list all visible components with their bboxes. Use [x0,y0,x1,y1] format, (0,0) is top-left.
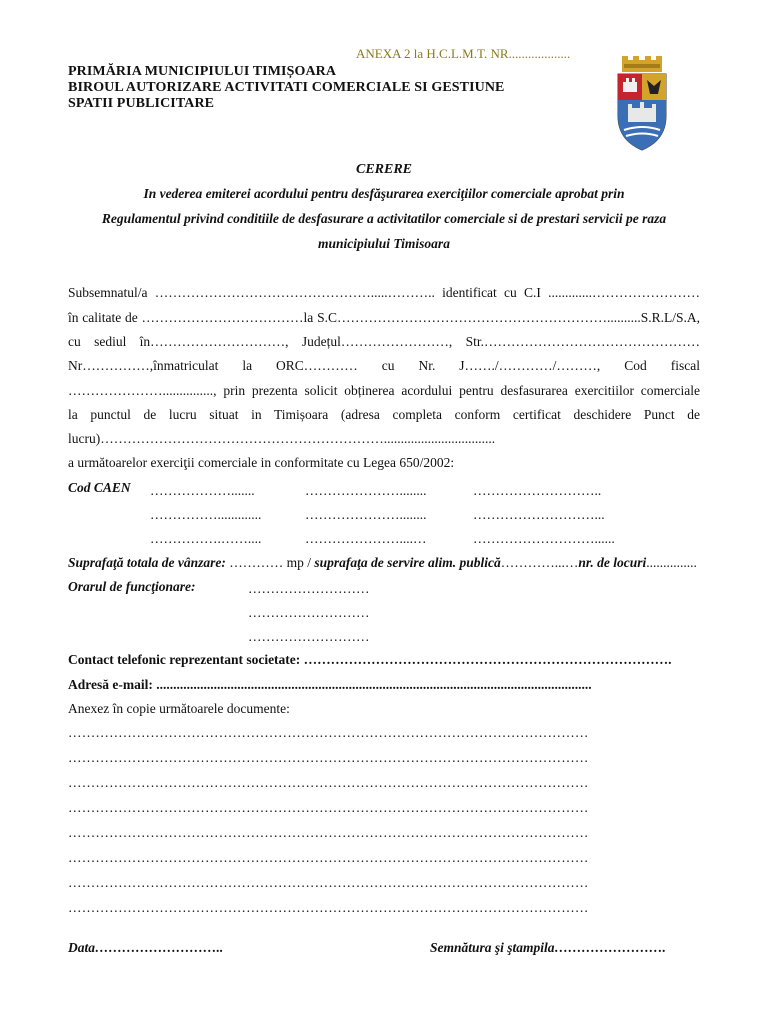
applicant-name-field[interactable]: Subsemnatul/a ………………………………………….....……….. identificat cu C.I .............…………………… [68,285,700,300]
attachment-line[interactable]: …………………………………………………………………………………………………… [68,850,589,865]
registration-field[interactable]: Nr……………,înmatriculat la ORC………… cu Nr. J……./…………/………, Cod fiscal [68,358,700,373]
caen-field[interactable]: ……………………….. [473,483,602,498]
seats-field[interactable]: ............... [646,555,697,570]
company-role-field[interactable]: în calitate de ………………………………la S.C……………………………………………………..........S.R.L/S.A, [68,310,700,325]
attachment-line[interactable]: …………………………………………………………………………………………………… [68,825,589,840]
schedule-label: Orarul de funcţionare: [68,579,196,594]
serving-surface-field[interactable]: …………...… [500,555,579,570]
commercial-exercises-text: a următoarelor exerciţii comerciale in conformitate cu Legea 650/2002: [68,455,455,470]
timisoara-coat-of-arms-icon [614,56,670,152]
institution-name: PRIMĂRIA MUNICIPIULUI TIMIȘOARA [68,64,337,79]
surface-row[interactable] [68,555,700,571]
fiscal-code-field[interactable]: …………………..............., prin prezenta solicit obținerea acordului pentru desfasurarea exercitiilor comerciale [68,383,700,398]
work-point-address-field[interactable]: lucru)………………………………………………………................................. [68,431,496,446]
attachment-line[interactable]: …………………………………………………………………………………………………… [68,875,589,890]
email-field[interactable]: Adresă e-mail: ................................................................................................................................. [68,677,592,692]
schedule-field[interactable]: ……………………… [248,629,370,644]
caen-field[interactable]: ………………………...... [473,531,615,546]
attachment-line[interactable]: …………………………………………………………………………………………………… [68,775,589,790]
date-field[interactable]: Data……………………….. [68,940,224,955]
signature-field[interactable]: Semnătura şi ştampila……………………. [430,940,666,955]
caen-field[interactable]: …………………........ [305,483,427,498]
caen-field[interactable]: …………….…….... [150,531,262,546]
title-line-2: Regulamentul privind conditiile de desfasurare a activitatilor comerciale si de prestari servicii pe raza [101,211,667,226]
department-name: BIROUL AUTORIZARE ACTIVITATI COMERCIALE SI GESTIUNE [68,80,505,95]
caen-field[interactable]: ………………....... [150,483,255,498]
attachment-line[interactable]: …………………………………………………………………………………………………… [68,750,589,765]
attachments-intro: Anexez în copie următoarele documente: [68,701,290,716]
schedule-field[interactable]: ……………………… [248,581,370,596]
caen-field[interactable]: ……………............. [150,507,262,522]
company-address-field[interactable]: cu sediul în…………………………, Județul……………………, Str.………………………………………… [68,334,700,349]
annex-reference: ANEXA 2 la H.C.L.M.T. NR................... [356,46,571,61]
seats-label: nr. de locuri [578,555,647,570]
sales-surface-label: Suprafaţă totala de vânzare: [68,555,226,570]
caen-field[interactable]: …………………........ [305,507,427,522]
attachment-line[interactable]: …………………………………………………………………………………………………… [68,800,589,815]
caen-field[interactable]: …………………....… [305,531,427,546]
attachment-line[interactable]: …………………………………………………………………………………………………… [68,900,589,915]
caen-label: Cod CAEN [68,480,131,495]
serving-surface-label: suprafaţa de servire alim. publică [314,555,501,570]
schedule-field[interactable]: ……………………… [248,605,370,620]
work-point-text: la punctul de lucru situat in Timișoara (adresa completa conform certificat deschidere Punct de [68,407,700,422]
title-line-1: In vederea emiterei acordului pentru desfăşurarea exerciţiilor comerciale aprobat prin [143,186,625,201]
attachment-line[interactable]: …………………………………………………………………………………………………… [68,725,589,740]
document-title: CERERE [355,162,413,177]
caen-field[interactable]: ………………………... [473,507,605,522]
phone-field[interactable]: Contact telefonic reprezentant societate: ………………………………………………………………………. [68,652,672,667]
department-name-cont: SPATII PUBLICITARE [68,96,215,111]
sales-surface-field[interactable]: ………… mp / [225,555,315,570]
title-line-3: municipiului Timisoara [318,236,450,251]
